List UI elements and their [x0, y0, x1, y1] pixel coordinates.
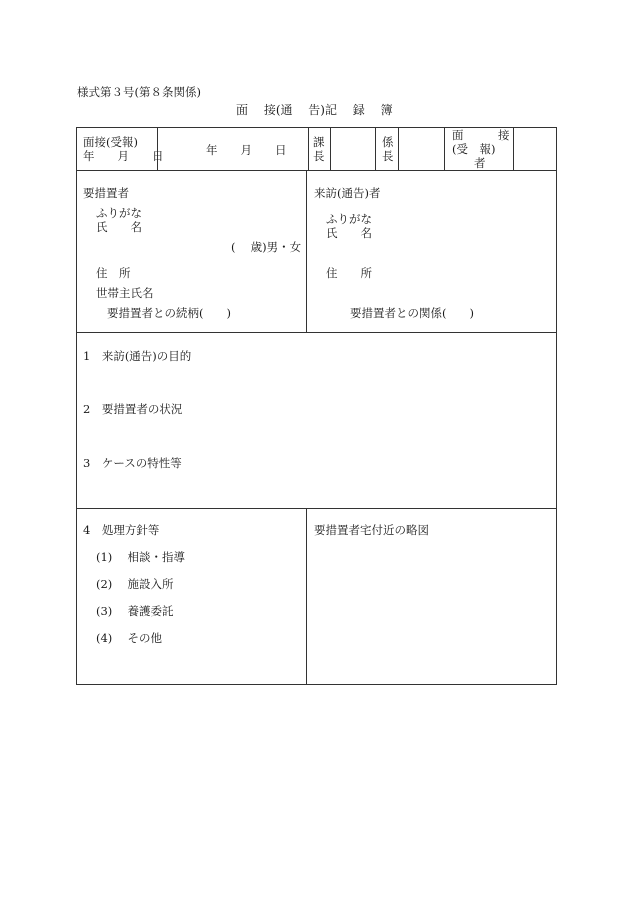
top-divider-2 — [308, 127, 309, 170]
subject-age-gender: ( 歳)男・女 — [231, 240, 302, 254]
map-drawing-area[interactable] — [312, 540, 552, 680]
page-title: 面 接(通 告)記 録 簿 — [236, 103, 393, 117]
section-chief-label-2: 長 — [313, 149, 325, 163]
section-chief-stamp-box[interactable] — [332, 129, 374, 169]
subject-name-label: 氏 名 — [96, 220, 142, 234]
form-border-left — [76, 127, 77, 685]
visitor-relation-label: 要措置者との関係( ) — [350, 306, 474, 320]
interviewer-label-2: (受 報) — [452, 142, 496, 156]
top-divider-6 — [444, 127, 445, 170]
subject-visitor-divider — [306, 170, 307, 332]
visitor-heading: 来訪(通告)者 — [314, 186, 381, 200]
top-divider-7 — [513, 127, 514, 170]
treatment-option-facility: (2) 施設入所 — [96, 577, 174, 591]
subject-heading: 要措置者 — [83, 186, 129, 200]
interviewer-label-3: 者 — [474, 156, 486, 170]
treatment-option-consultation: (1) 相談・指導 — [96, 550, 185, 564]
interview-date-label-2: 年 月 日 — [83, 149, 164, 163]
subject-relation-label: 要措置者との続柄( ) — [107, 306, 231, 320]
row-divider-subject — [76, 332, 557, 333]
interviewer-label-1: 面 接 — [452, 128, 510, 142]
top-divider-5 — [398, 127, 399, 170]
subsection-chief-label-1: 係 — [382, 135, 394, 149]
map-heading: 要措置者宅付近の略図 — [314, 523, 429, 537]
subject-address-label: 住 所 — [96, 266, 131, 280]
visitor-furigana-label: ふりがな — [326, 212, 372, 226]
section-visit-purpose: 1 来訪(通告)の目的 — [83, 349, 192, 363]
form-border-bottom — [76, 684, 557, 685]
top-divider-4 — [375, 127, 376, 170]
treatment-option-other: (4) その他 — [96, 631, 162, 645]
top-divider-3 — [330, 127, 331, 170]
subsection-chief-stamp-box[interactable] — [400, 129, 443, 169]
treatment-heading: 4 処理方針等 — [83, 523, 160, 537]
section-case-characteristics: 3 ケースの特性等 — [83, 456, 182, 470]
subsection-chief-label-2: 長 — [382, 149, 394, 163]
section-chief-label-1: 課 — [313, 135, 325, 149]
household-head-label: 世帯主氏名 — [96, 286, 154, 300]
row-divider-top — [76, 170, 557, 171]
visitor-name-label: 氏 名 — [326, 226, 372, 240]
interviewer-stamp-box[interactable] — [515, 129, 555, 169]
section-subject-status: 2 要措置者の状況 — [83, 402, 183, 416]
subject-furigana-label: ふりがな — [96, 206, 142, 220]
row-divider-sections — [76, 508, 557, 509]
form-border-right — [556, 127, 557, 685]
interview-date-label-1: 面接(受報) — [83, 135, 138, 149]
interview-date-field[interactable]: 年 月 日 — [206, 143, 287, 157]
treatment-option-foster: (3) 養護委託 — [96, 604, 174, 618]
form-number: 様式第３号(第８条関係) — [77, 85, 201, 99]
visitor-address-label: 住 所 — [326, 266, 372, 280]
treatment-map-divider — [306, 508, 307, 684]
